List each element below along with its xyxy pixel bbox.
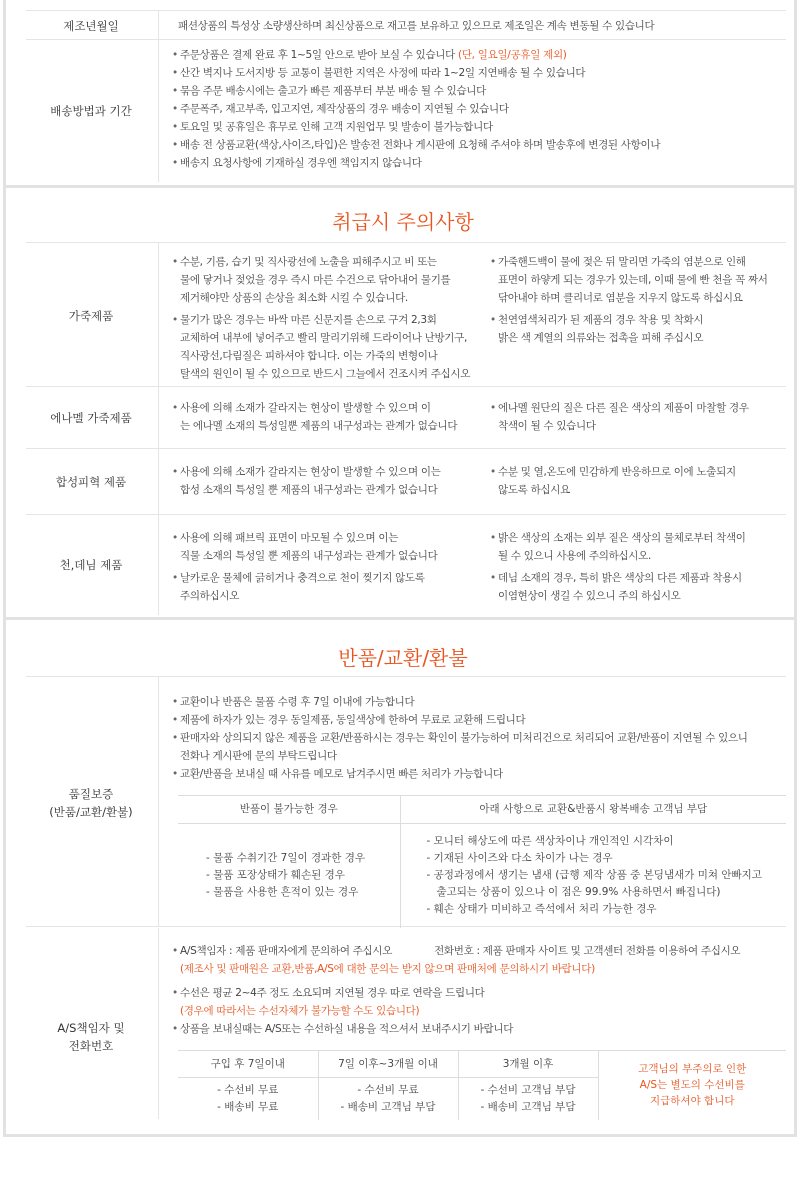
enamel-right: • 에나멜 원단의 질은 다른 질은 색상의 제품이 마찰할 경우 착색이 될 수 있습니다 xyxy=(490,399,786,435)
shipping-row xyxy=(26,40,786,182)
as-cell: - 수선비 고객님 부담 - 배송비 고객님 부담 xyxy=(458,1078,598,1120)
as-head: 구입 후 7일이내 xyxy=(178,1051,318,1078)
leather-left-list xyxy=(172,253,492,383)
tbl-head-right: 아래 사항으로 교환&반품시 왕복배송 고객님 부담 xyxy=(400,796,786,824)
leather-item: • 물기가 많은 경우는 바싹 마른 신문지를 손으로 구겨 2,3회 교체하여 내부에 넣어주고 빨리 말리기위해 드라이어나 난방기구, 직사광선,다림질은 피하셔야 합니다. 이는 가죽의 변형이나 탈색의 원인이 될 수 있으므로 반드시 그늘에서 건조시켜 주십시오 xyxy=(172,311,492,383)
tbl-head-left: 반품이 불가능한 경우 xyxy=(178,796,400,824)
enamel-label: 에나멜 가죽제품 xyxy=(50,411,132,425)
shipping-info-section xyxy=(3,0,797,188)
as-cell: - 수선비 무료 - 배송비 무료 xyxy=(178,1078,318,1120)
synthetic-label: 합성피혁 제품 xyxy=(55,475,127,489)
as-list: • A/S책임자 : 제품 판매자에게 문의하여 주십시오 전화번호 : 제품 판매자 사이트 및 고객센터 전화를 이용하여 주십시오 (제조사 및 판매원은 교환,반품,A/S에 대한 문의는 받지 않으며 판매처에 문의하시기 바랍니다) • 수선은 평균 2~4주 정도 소요되며 지연될 경우 따로 연락을 드립니다 (경우에 따라서는 수선자체가 불가능할 수도 있습니다) • 상품을 보내실때는 A/S또는 수선하실 내용을 적으셔서 보내주시기 바랍니다 xyxy=(172,942,782,1038)
enamel-left: • 사용에 의해 소재가 갈라지는 현상이 발생할 수 있으며 이 는 에나멜 소재의 특성일뿐 제품의 내구성과는 관계가 없습니다 xyxy=(172,399,492,435)
denim-label: 천,데님 제품 xyxy=(59,558,123,572)
shipping-item: • 배송지 요청사항에 기재하실 경우엔 책임지지 않습니다 xyxy=(172,154,660,172)
shipping-item: • 주문폭주, 재고부족, 입고지연, 제작상품의 경우 배송이 지연될 수 있습니다 xyxy=(172,100,660,118)
enamel-row xyxy=(26,387,786,449)
as-head: 7일 이후~3개월 이내 xyxy=(318,1051,458,1078)
mfg-date-label: 제조년월일 xyxy=(63,19,119,33)
shipping-item: • 배송 전 상품교환(색상,사이즈,타입)은 발송전 전화나 게시판에 요청해 주셔야 하며 발송후에 변경된 사항이나 xyxy=(172,136,660,154)
shipping-item: • 묶음 주문 배송시에는 출고가 빠른 제품부터 부분 배송 될 수 있습니다 xyxy=(172,82,660,100)
as-label: A/S책임자 및 전화번호 xyxy=(57,1021,125,1053)
quality-row xyxy=(26,676,786,927)
as-row xyxy=(26,928,786,1119)
shipping-item: • 토요일 및 공휴일은 휴무로 인해 고객 지원업무 및 발송이 불가능합니다 xyxy=(172,118,660,136)
leather-item: • 수분, 기름, 습기 및 직사광선에 노출을 피해주시고 비 또는 물에 닿거나 젖었을 경우 즉시 마른 수건으로 닦아내어 물기를 제거해야만 상품의 손상을 최소화 시킬 수 있습니다. xyxy=(172,253,492,307)
denim-left: • 사용에 의해 패브릭 표면이 마모될 수 있으며 이는 직물 소재의 특성일 뿐 제품의 내구성과는 관계가 없습니다 • 날카로운 물체에 긁히거나 충격으로 천이 찢기지 않도록 주의하십시오 xyxy=(172,529,492,605)
tbl-right-cell: - 모니터 해상도에 따른 색상차이나 개인적인 시각차이 - 기재된 사이즈와 다소 차이가 나는 경우 - 공정과정에서 생기는 냄새 (급행 제작 상품 중 본딩냄새가 미쳐 안빠지고 출고되는 상품이 있으나 이 점은 99.9% 사용하면서 빠집니다) - 훼손 상태가 미비하고 즉석에서 처리 가능한 경우 xyxy=(400,824,786,928)
shipping-item: • 주문상품은 결제 완료 후 1~5일 안으로 받아 보실 수 있습니다 (단, 일요일/공휴일 제외) xyxy=(172,46,660,64)
leather-row xyxy=(26,242,786,387)
mfg-date-text: 패션상품의 특성상 소량생산하며 최신상품으로 재고를 보유하고 있으므로 제조일은 계속 변동될 수 있습니다 xyxy=(178,20,655,32)
synthetic-row xyxy=(26,449,786,515)
as-head: 3개월 이후 xyxy=(458,1051,598,1078)
quality-list: • 교환이나 반품은 물품 수령 후 7일 이내에 가능합니다 • 제품에 하자가 있는 경우 동일제품, 동일색상에 한하여 무료로 교환해 드립니다 • 판매자와 상의되지 않은 제품을 교환/반품하시는 경우는 확인이 불가능하여 미처리건으로 처리되어 교환/반품이 지연될 수 있으니 전화나 게시판에 문의 부탁드립니다 • 교환/반품을 보내실 때 사유를 메모로 남겨주시면 빠른 처리가 가능합니다 xyxy=(172,693,782,783)
synthetic-left: • 사용에 의해 소재가 갈라지는 현상이 발생할 수 있으며 이는 합성 소재의 특성일 뿐 제품의 내구성과는 관계가 없습니다 xyxy=(172,463,492,499)
synthetic-right: • 수분 및 열,온도에 민감하게 반응하므로 이에 노출되지 않도록 하십시요 xyxy=(490,463,786,499)
mfg-date-row xyxy=(26,10,786,40)
shipping-item: • 산간 벽지나 도서지방 등 교통이 불편한 지역은 사정에 따라 1~2일 지연배송 될 수 있습니다 xyxy=(172,64,660,82)
leather-item: • 가죽핸드백이 물에 젖은 뒤 말리면 가죽의 염분으로 인해 표면이 하얗게 되는 경우가 있는데, 이때 물에 빤 천을 꼭 짜서 닦아내야 하며 클리너로 염분을 지우지 않도록 하십시요 xyxy=(490,253,786,307)
as-note-cell: 고객님의 부주의로 인한 A/S는 별도의 수선비를 지급하셔야 합니다 xyxy=(598,1051,786,1120)
care-section xyxy=(3,188,797,620)
as-fee-table xyxy=(178,1050,786,1120)
leather-label: 가죽제품 xyxy=(68,308,114,323)
as-cell: - 수선비 무료 - 배송비 고객님 부담 xyxy=(318,1078,458,1120)
leather-right-list xyxy=(490,253,786,347)
care-title: 취급시 주의사항 xyxy=(332,210,474,234)
denim-right: • 밝은 색상의 소재는 외부 짙은 색상의 물체로부터 착색이 될 수 있으니 사용에 주의하십시오. • 데님 소재의 경우, 특히 밝은 색상의 다른 제품과 착용시 이염현상이 생길 수 있으니 주의 하십시오 xyxy=(490,529,786,605)
refund-title: 반품/교환/환불 xyxy=(338,646,468,670)
tbl-left-cell: - 물품 수취기간 7일이 경과한 경우 - 물품 포장상태가 훼손된 경우 - 물품을 사용한 흔적이 있는 경우 xyxy=(178,824,400,928)
shipping-label: 배송방법과 기간 xyxy=(50,104,132,118)
denim-row xyxy=(26,515,786,602)
quality-label: 품질보증 (반품/교환/환불) xyxy=(49,786,133,819)
refund-section xyxy=(3,620,797,1137)
leather-item: • 천연염색처리가 된 제품의 경우 착용 및 착화시 밝은 색 계열의 의류와는 접촉을 피해 주십시오 xyxy=(490,311,786,347)
return-conditions-table xyxy=(178,795,786,928)
shipping-list xyxy=(172,46,660,172)
